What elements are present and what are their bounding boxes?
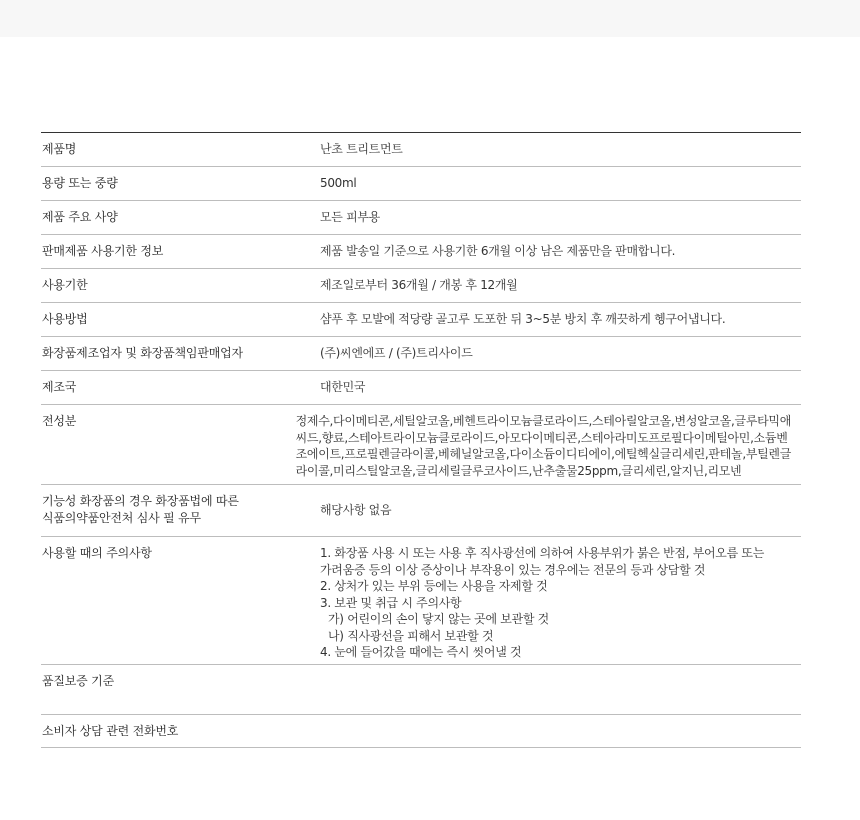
precaution-line: 4. 눈에 들어갔을 때에는 즉시 씻어낼 것 [320, 645, 522, 659]
top-band [0, 0, 860, 37]
row-label: 화장품제조업자 및 화장품책임판매업자 [42, 346, 243, 360]
row-value [307, 537, 801, 664]
row-label: 사용기한 [42, 278, 88, 292]
product-info-table [41, 132, 801, 748]
row-value [307, 715, 801, 747]
row-sale-expiry-info [41, 235, 801, 269]
row-country [41, 371, 801, 405]
row-quality-standard [41, 665, 801, 715]
row-label: 전성분 [42, 414, 77, 428]
row-value: 모든 피부용 [320, 210, 380, 224]
row-usage [41, 303, 801, 337]
row-value: 제품 발송일 기준으로 사용기한 6개월 이상 남은 제품만을 판매합니다. [320, 244, 676, 258]
row-label: 기능성 화장품의 경우 화장품법에 따른 식품의약품안전처 심사 필 유무 [42, 494, 239, 525]
row-label: 판매제품 사용기한 정보 [42, 244, 164, 258]
row-value: 500ml [320, 176, 357, 190]
ingredients-line: 정제수,다이메티콘,세틸알코올,베헨트라이모늄클로라이드,스테아릴알코올,변성알코올,글루타믹애 [295, 414, 791, 428]
row-value [283, 405, 801, 484]
ingredients-line: 라이콜,미리스틸알코올,글리세릴글루코사이드,난추출물25ppm,글리세린,알지닌,리모넨 [295, 463, 742, 478]
row-manufacturer [41, 337, 801, 371]
row-ingredients [41, 405, 801, 485]
precaution-line: 1. 화장품 사용 시 또는 사용 후 직사광선에 의하여 사용부위가 붉은 반점, 부어오름 또는 [320, 546, 764, 560]
row-label: 용량 또는 중량 [42, 176, 118, 190]
row-volume [41, 167, 801, 201]
row-label: 품질보증 기준 [42, 674, 114, 688]
row-main-spec [41, 201, 801, 235]
row-label: 제조국 [42, 380, 77, 394]
row-label: 제품 주요 사양 [42, 210, 118, 224]
row-value: 난초 트리트먼트 [320, 142, 403, 156]
precaution-subline: 나) 직사광선을 피해서 보관할 것 [328, 628, 494, 643]
row-value: 제조일로부터 36개월 / 개봉 후 12개월 [320, 278, 518, 292]
precaution-line: 3. 보관 및 취급 시 주의사항 [320, 595, 462, 610]
row-label: 소비자 상담 관련 전화번호 [42, 724, 179, 738]
row-precautions [41, 537, 801, 665]
row-value: 샴푸 후 모발에 적당량 골고루 도포한 뒤 3~5분 방치 후 깨끗하게 헹구어냅니다. [320, 312, 726, 326]
row-label: 사용할 때의 주의사항 [42, 546, 152, 560]
row-value: 해당사항 없음 [320, 503, 392, 517]
precaution-line: 가려움증 등의 이상 증상이나 부작용이 있는 경우에는 전문의 등과 상담할 것 [320, 562, 706, 577]
precaution-subline: 가) 어린이의 손이 닿지 않는 곳에 보관할 것 [328, 612, 549, 626]
precaution-line: 2. 상처가 있는 부위 등에는 사용을 자제할 것 [320, 579, 548, 593]
row-value: 대한민국 [320, 380, 366, 394]
row-product-name [41, 133, 801, 167]
ingredients-line: 조에이트,프로필렌글라이콜,베헤닐알코올,다이소듐이디티에이,에틸헥실글리세린,판테놀,부틸렌글 [295, 447, 791, 461]
row-label: 제품명 [42, 142, 77, 156]
row-label: 사용방법 [42, 312, 88, 326]
ingredients-line: 씨드,향료,스테아트라이모늄클로라이드,아모다이메티콘,스테아라미도프로필다이메틸아민,소듐벤 [295, 430, 788, 445]
row-functional-review [41, 485, 801, 537]
row-value: (주)씨엔에프 / (주)트리사이드 [320, 346, 473, 360]
row-value [307, 665, 801, 714]
row-expiry [41, 269, 801, 303]
row-consumer-phone [41, 715, 801, 748]
